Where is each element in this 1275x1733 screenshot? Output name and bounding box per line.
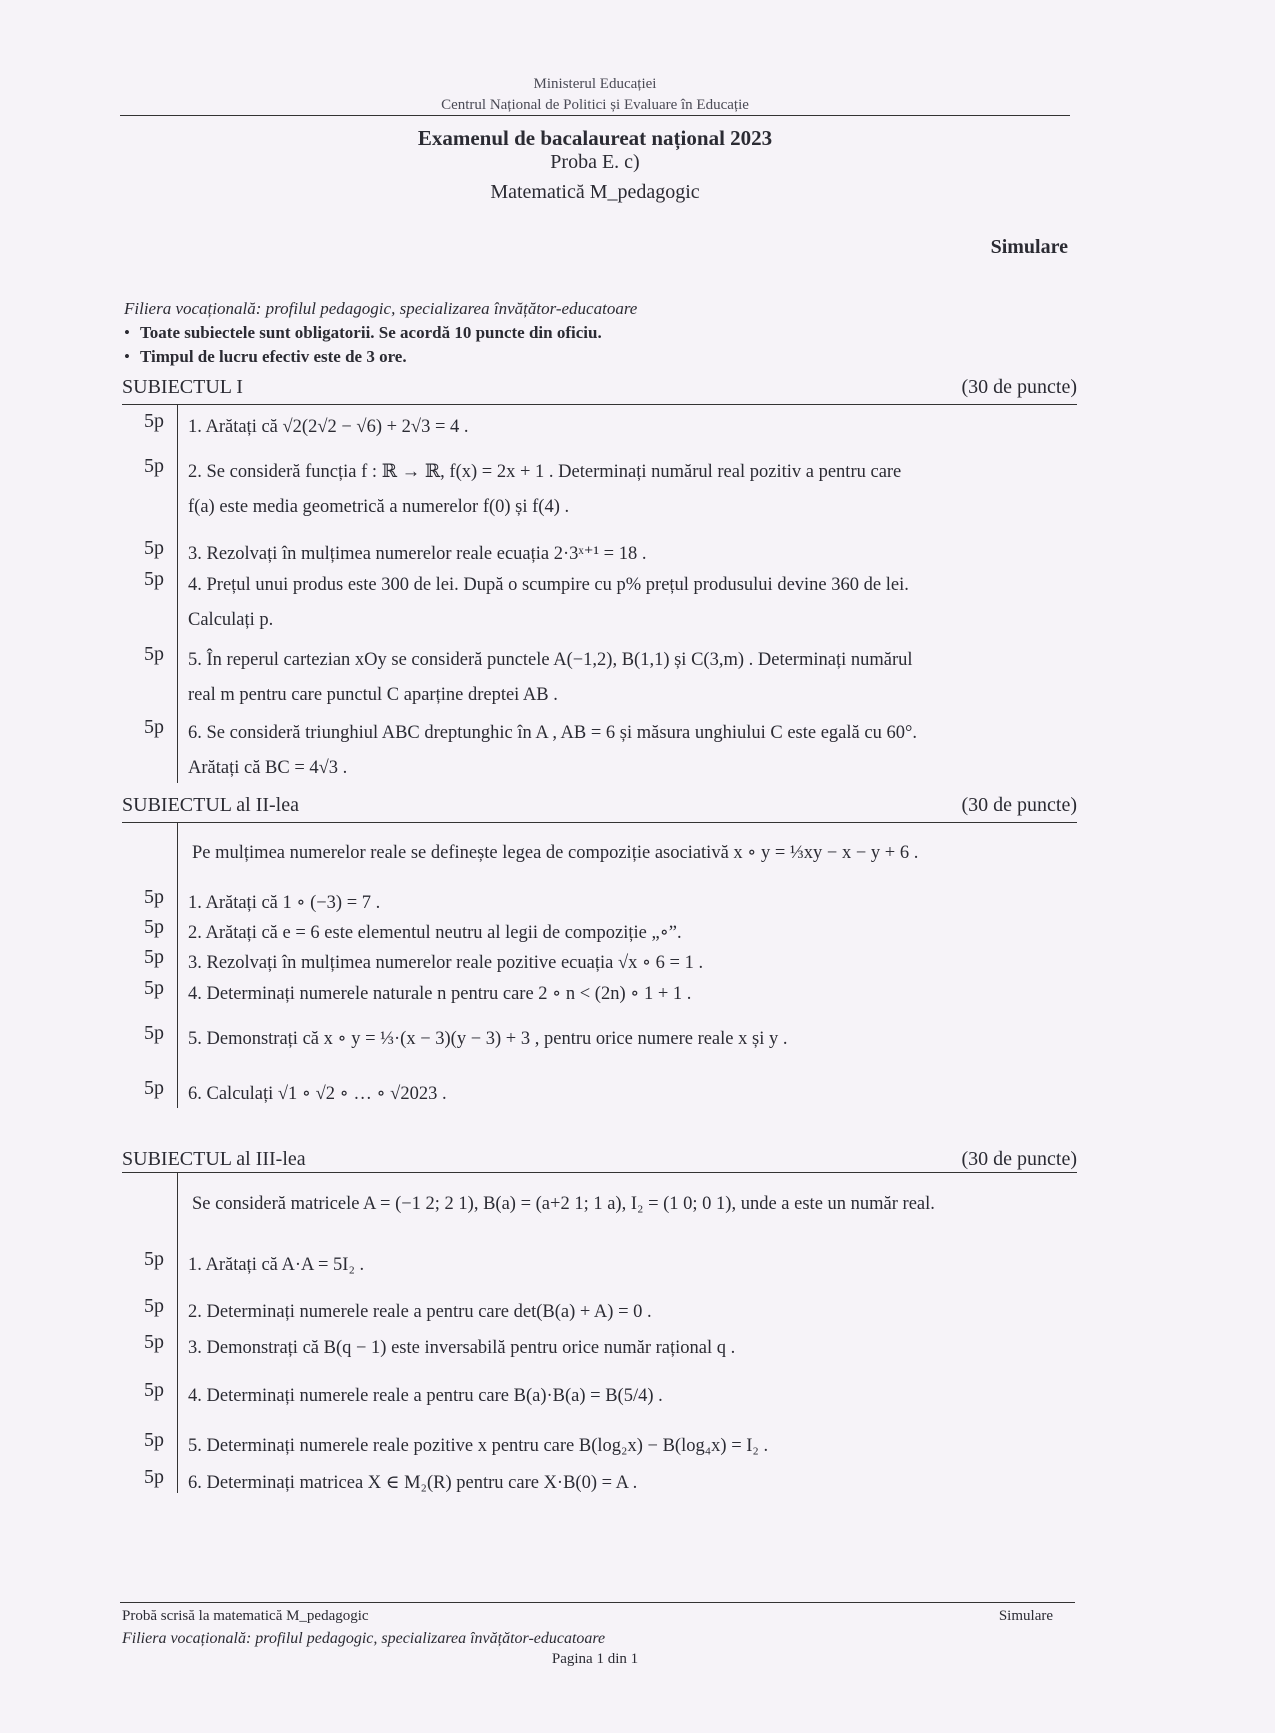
section-2-rule <box>122 822 1077 823</box>
section-3-vline <box>177 1173 178 1493</box>
page-number: Pagina 1 din 1 <box>551 1651 639 1667</box>
header-rule <box>120 115 1070 116</box>
footer-line-2: Filiera vocațională: profilul pedagogic, specializarea învățător-educatoare <box>122 1630 606 1647</box>
section-3-intro: Se consideră matricele A = (−1 2; 2 1), B(a) = (a+2 1; 1 a), I₂ = (1 0; 0 1), unde a este un număr real. <box>192 1194 935 1214</box>
exam-page: Ministerul Educației Centrul Național de Politici și Evaluare în Educație Examenul de bacalaureat național 2023 Proba E. c) Matematică M_pedagogic Simulare Filiera vocațională: profilul pedagogic, specializarea învățător-educatoare • Toate subiectele sunt obligatorii. Se acordă 10 puncte din oficiu. • Timpul de lucru efectiv este de 3 ore. SUBIECTUL I (30 de puncte) 5p 1. Arătați că √2(2√2 − √6) + 2√3 = 4 . 5p 2. Se consideră funcția f : ℝ → ℝ, f(x) = 2x + 1 . Determinați numărul real pozitiv a pentru care f(a) este media geometrică a numerelor f(0) și f(4) . 5p 3. Rezolvați în mulțimea numerelor reale ecuația 2·3ˣ⁺¹ = 18 . 5p 4. Prețul unui produs este 300 de lei. După o scumpire cu p% prețul produsului devine 360 de lei. Calculați p. 5p 5. În reperul cartezian xOy se consideră punctele A(−1,2), B(1,1) și C(3,m) . Determinați numărul real m pentru care punctul C aparține dreptei AB . 5p 6. Se consideră triunghiul ABC dreptunghic în A , AB = 6 și măsura unghiului C este egală cu 60°. Arătați că BC = 4√3 . SUBIECTUL al II-lea (30 de puncte) Pe mulțimea numerelor reale se definește legea de compoziție asociativă x ∘ y = ⅓xy − x − y + 6 . 5p 1. Arătați că 1 ∘ (−3) = 7 . 5p 2. Arătați că e = 6 este elementul neutru al legii de compoziție „∘”. 5p 3. Rezolvați în mulțimea numerelor reale pozitive ecuația √x ∘ 6 = 1 . 5p 4. Determinați numerele naturale n pentru care 2 ∘ n < (2n) ∘ 1 + 1 . 5p 5. Demonstrați că x ∘ y = ⅓·(x − 3)(y − 3) + 3 , pentru orice numere reale x și y . 5p 6. Calculați √1 ∘ √2 ∘ … ∘ √2023 . SUBIECTUL al III-lea (30 de puncte) Se consideră matricele A = (−1 2; 2 1), B(a) = (a+2 1; 1 a), I₂ = (1 0; 0 1), unde a este un număr real. 5p 1. Arătați că A·A = 5I₂ . 5p 2. Determinați numerele reale a pentru care det(B(a) + A) = 0 . 5p 3. Demonstrați că B(q − 1) este inversabilă pentru orice număr rațional q . 5p 4. Determinați numerele reale a pentru care B(a)·B(a) = B(5/4) . 5p 5. Determinați numerele reale pozitive x pentru care B(log₂x) − B(log₄x) = I₂ . 5p 6. Determinați matricea X ∈ M₂(R) pentru care X·B(0) = A . Probă scrisă la matematică M_pedagogic Filiera vocațională: profilul pedagogic, specializarea învățător-educatoare Simulare Pagina 1 din 1 <box>122 76 1077 1667</box>
instruction-bullet: • Timpul de lucru efectiv este de 3 ore. <box>124 347 407 366</box>
simulare-label: Simulare <box>990 236 1068 258</box>
exam-title: Examenul de bacalaureat național 2023 <box>417 126 773 150</box>
section-2-intro: Pe mulțimea numerelor reale se definește legea de compoziție asociativă x ∘ y = ⅓xy − x − y + 6 . <box>192 843 919 863</box>
footer-rule <box>120 1602 1075 1603</box>
section-2-header: SUBIECTUL al II-lea (30 de puncte) <box>122 794 1077 816</box>
footer-simulare: Simulare <box>998 1608 1053 1624</box>
section-2-vline <box>177 823 178 1108</box>
instruction-bullet: • Toate subiectele sunt obligatorii. Se acordă 10 puncte din oficiu. <box>124 323 602 342</box>
section-1-header: SUBIECTUL I (30 de puncte) <box>122 376 1077 398</box>
ministry-name: Ministerul Educației <box>533 76 657 92</box>
footer-line-1: Probă scrisă la matematică M_pedagogic <box>122 1608 369 1624</box>
section-1-vline <box>177 405 178 783</box>
subject-title: Matematică M_pedagogic <box>490 181 700 203</box>
center-name: Centrul Național de Politici și Evaluare în Educație <box>441 97 749 113</box>
filiera-line: Filiera vocațională: profilul pedagogic, specializarea învățător-educatoare <box>124 299 638 318</box>
probe-title: Proba E. c) <box>550 151 640 173</box>
section-3-header: SUBIECTUL al III-lea (30 de puncte) <box>122 1148 1077 1170</box>
section-3-rule <box>122 1172 1077 1173</box>
section-1-rule <box>122 404 1077 405</box>
